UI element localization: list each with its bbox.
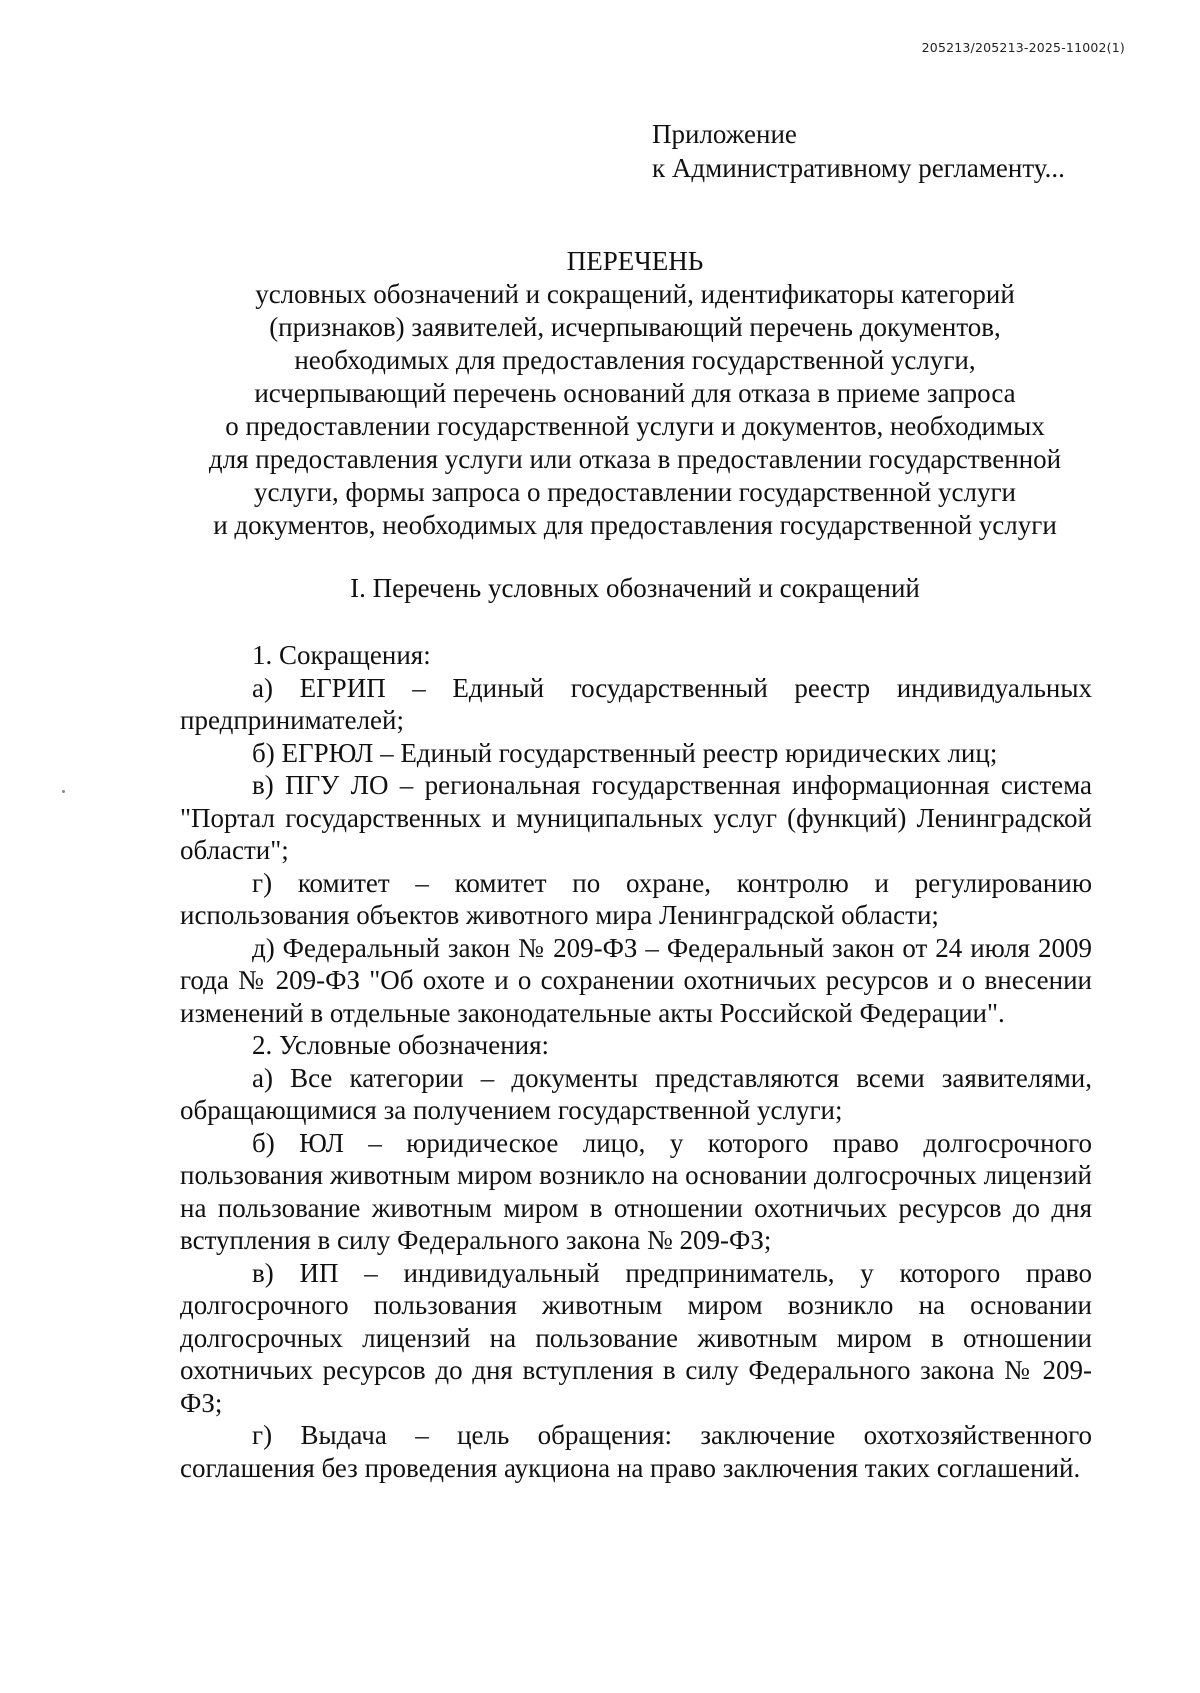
paragraph-individual-entrepreneur: в) ИП – индивидуальный предприниматель, у которого право долгосрочного пользования животным миром возникло на основании долгосрочных лицензий на пользование животным миром в отношении охотничьих ресурсов до дня вступления в силу Федерального закона № 209-ФЗ;: [180, 1257, 1092, 1418]
appendix-note: [652, 117, 1065, 185]
paragraph-symbols-heading: 2. Условные обозначения:: [252, 1030, 550, 1060]
section-heading: I. Перечень условных обозначений и сокращений: [350, 573, 920, 603]
scan-speck: [62, 790, 65, 793]
document-title: [150, 245, 1120, 542]
appendix-line-2: к Административному регламенту...: [652, 153, 1065, 183]
paragraph-legal-entity: б) ЮЛ – юридическое лицо, у которого право долгосрочного пользования животным миром возникло на основании долгосрочных лицензий на пользование животным миром в отношении охотничьих ресурсов до дня вступления в силу Федерального закона № 209-ФЗ;: [180, 1127, 1092, 1255]
title-line: и документов, необходимых для предоставления государственной услуги: [213, 510, 1057, 540]
paragraph-pgu-lo: в) ПГУ ЛО – региональная государственная информационная система "Портал государственных и муниципальных услуг (функций) Ленинградской области";: [180, 770, 1092, 865]
document-body: [180, 639, 1092, 1484]
title-line: (признаков) заявителей, исчерпывающий перечень документов,: [269, 312, 1001, 342]
document-id: 205213/205213-2025-11002(1): [921, 40, 1125, 55]
title-line: о предоставлении государственной услуги и документов, необходимых: [225, 411, 1045, 441]
title-heading: ПЕРЕЧЕНЬ: [566, 246, 704, 276]
title-line: услуги, формы запроса о предоставлении государственной услуги: [254, 477, 1016, 507]
paragraph-committee: г) комитет – комитет по охране, контролю и регулированию использования объектов животного мира Ленинградской области;: [180, 867, 1092, 930]
title-line: для предоставления услуги или отказа в предоставлении государственной: [208, 444, 1062, 474]
title-line: необходимых для предоставления государственной услуги,: [294, 345, 976, 375]
title-line: исчерпывающий перечень оснований для отказа в приеме запроса: [254, 378, 1016, 408]
paragraph-federal-law: д) Федеральный закон № 209-ФЗ – Федеральный закон от 24 июля 2009 года № 209-ФЗ "Об охоте и о сохранении охотничьих ресурсов и о внесении изменений в отдельные законодательные акты Российской Федерации".: [180, 932, 1092, 1028]
paragraph-all-categories: а) Все категории – документы представляются всеми заявителями, обращающимися за получением государственной услуги;: [180, 1062, 1092, 1125]
appendix-line-1: Приложение: [652, 119, 797, 149]
paragraph-issuance: г) Выдача – цель обращения: заключение охотхозяйственного соглашения без проведения аукциона на право заключения таких соглашений.: [180, 1420, 1092, 1483]
title-line: условных обозначений и сокращений, идентификаторы категорий: [255, 279, 1015, 309]
paragraph-abbreviations-heading: 1. Сокращения:: [252, 640, 431, 670]
paragraph-egrul: б) ЕГРЮЛ – Единый государственный реестр юридических лиц;: [252, 737, 998, 768]
paragraph-egrip: а) ЕГРИП – Единый государственный реестр индивидуальных предпринимателей;: [180, 672, 1092, 735]
